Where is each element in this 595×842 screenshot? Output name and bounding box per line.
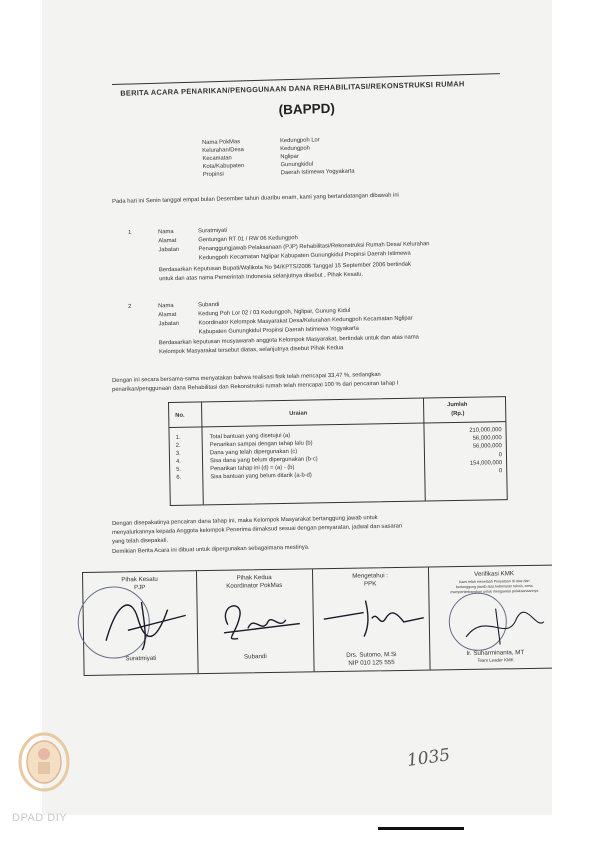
party-position: Kedungpoh Kecamatan Nglipar Kabupaten Gunungkidul Propinsi Daerah Istimewa <box>198 250 411 262</box>
table-divider <box>201 402 204 504</box>
party-position: Penanggungjawab Pelaksanaan (PJP) Rehabilitasi/Rekonstruksi Rumah Desa/ Kelurahan <box>198 241 430 253</box>
jabatan-label: Jabatan <box>158 246 180 254</box>
signature-scribble <box>213 593 306 650</box>
signature-scribble <box>456 600 549 649</box>
party-number: 1 <box>128 229 132 236</box>
closing-text: menyalurkannya kepada Anggota kelompok Penerima dimaksud sesuai dengan persyaratan, jadwal dan sasaran <box>112 523 403 536</box>
progress-statement: Dengan ini secara bersama-sama menyatakan bahwa realisasi fisik telah mencapai 33,47 %, sedangkan <box>112 371 381 384</box>
row-no: 4. <box>175 458 181 465</box>
archive-logo-icon <box>18 730 70 792</box>
col-header-jumlah: Jumlah <box>447 401 468 409</box>
row-uraian: Dana yang telah dipergunakan (c) <box>209 448 298 457</box>
row-uraian: Penarikan sampai dengan tahap lalu (b) <box>209 440 313 449</box>
document-page <box>42 0 552 815</box>
kmk-note: Kami telah menelaah Penyataan di atas dan <box>458 578 530 585</box>
kmk-note: mempertimbangkan untuk mengawasi pelaksanaannya <box>450 588 539 595</box>
table-divider <box>423 399 426 501</box>
row-no: 5. <box>176 466 182 473</box>
signatory-role: PPK <box>363 580 377 588</box>
name-label: Nama <box>157 302 174 310</box>
info-value: Daerah Istimewa Yogyakarta <box>280 168 355 177</box>
party-number: 2 <box>128 303 132 310</box>
party-one <box>128 219 539 298</box>
row-uraian: Total bantuan yang disetujui (a) <box>209 432 291 441</box>
row-uraian: Sisa dana yang belum dipergunakan (b-c) <box>209 456 318 465</box>
party-position: Kabupaten Gunungkidul Propinsi Daerah Istimewa Yogyakarta <box>198 325 359 336</box>
row-jumlah: 56,000,000 <box>472 443 502 450</box>
row-no: 6. <box>176 474 182 481</box>
signatory-role: Koordinator PokMas <box>226 581 283 590</box>
archive-watermark: DPAD DIY <box>12 812 68 824</box>
signatory-name: Drs. Sutomo, M.Si <box>346 651 397 659</box>
row-jumlah: 0 <box>498 452 503 459</box>
row-uraian: Sisa bantuan yang belum ditarik (a-b-d) <box>210 472 312 481</box>
info-value: Kedungpoh <box>280 145 310 153</box>
alamat-label: Alamat <box>158 311 177 319</box>
signatory-name: Subandi <box>243 653 267 661</box>
signatory-role: Pihak Kesatu <box>121 575 158 584</box>
party-address: Gentungan RT 01 / RW 06 Kedungpoh <box>198 235 298 244</box>
signature-scribble <box>319 588 428 646</box>
party-basis: untuk dan atas nama Pemerintah Indonesia selanjutnya disebut , Pihak Kesatu. <box>159 271 364 283</box>
party-position: Koordinator Kelompok Masyarakat Desa/Kelurahan Kedungpoh Kecamatan Nglipar <box>198 315 413 327</box>
row-jumlah: 56,000,000 <box>472 435 502 442</box>
row-jumlah: 210,000,000 <box>469 427 502 434</box>
party-address: Kedung Poh Lor 02 / 03 Kedungpoh, Nglipar, Gunung Kidul <box>198 307 351 318</box>
jabatan-label: Jabatan <box>158 320 180 328</box>
row-no: 3. <box>175 450 181 457</box>
row-uraian: Penarikan tahap ini (d) = (a) - (b) <box>210 464 295 473</box>
signatory-name: Ir. Suharminanta, MT <box>466 649 525 657</box>
info-label: Propinsi <box>202 171 224 178</box>
signatory-role: Pihak Kedua <box>236 574 272 582</box>
signature-table <box>82 564 552 676</box>
info-value: Nglipar <box>280 153 299 161</box>
signatory-nip: NIP 010 125 555 <box>348 659 395 667</box>
row-no: 2. <box>175 442 181 449</box>
alamat-label: Alamat <box>158 237 177 245</box>
info-label: Nama PokMas <box>202 139 241 146</box>
row-jumlah: 154,000,000 <box>469 460 503 467</box>
scan-edge-bar <box>378 827 464 830</box>
row-no: 1. <box>175 434 181 441</box>
col-header-uraian: Uraian <box>289 410 308 417</box>
progress-statement: penarikan/penggunaan dana Rehabilitasi dan Rekonstruksi rumah telah mencapai 100 % dari pencairan tahap I <box>112 380 399 393</box>
closing-text: Demikian Berita Acara ini dibuat untuk dipergunakan sebagaimana mestinya. <box>112 544 310 555</box>
closing-text: Dengan disepakatinya pencairan dana tahap ini, maka Kelompok Masyarakat bertanggung jawab untuk <box>112 514 378 527</box>
name-label: Nama <box>158 228 174 236</box>
info-label: Kota/Kabupaten <box>202 163 245 170</box>
signatory-title: Team Leader KMK <box>477 657 514 663</box>
col-header-unit: (Rp.) <box>451 410 465 418</box>
intro-text: Pada hari ini Senin tanggal empat bulan Desember tahun duaribu enam, kami yang bertandatangan dibawah ini <box>112 192 399 205</box>
document-header <box>112 73 501 135</box>
disbursement-table <box>168 396 508 506</box>
kmk-note: bertanggung jawab atas kebenaran teknis, serta <box>455 583 533 590</box>
row-jumlah: 0 <box>498 468 503 475</box>
info-value: Kedungpoh Lor <box>279 137 320 145</box>
signatory-name: Suratmiyati <box>125 654 157 663</box>
party-name: Suratmiyati <box>198 227 228 235</box>
info-label: Kecamatan <box>202 155 232 162</box>
handwritten-number: 1035 <box>405 745 452 771</box>
party-basis: Berdasarkan Keputusan Bupati/Walikota No 94/KPTS/2006 Tanggal 15 September 2006 bertindak <box>158 261 411 274</box>
info-label: Kelurahan/Desa <box>202 147 244 154</box>
signature-scribble <box>97 589 190 654</box>
info-value: Gunungkidul <box>280 161 314 169</box>
document-title: BERITA ACARA PENARIKAN/PENGGUNAAN DANA REHABILITASI/REKONSTRUKSI RUMAH <box>120 79 465 98</box>
party-basis: Berdasarkan keputusan musyawarah anggota Kelompok Masyarakat, bertindak untuk dan atas nama <box>158 334 419 347</box>
signatory-role: Mengetahui : <box>352 572 389 580</box>
party-two <box>128 295 539 374</box>
table-divider <box>169 421 505 428</box>
signatory-role: PJP <box>134 584 146 592</box>
signatory-role: Verifikasi KMK <box>474 570 515 578</box>
document-acronym: (BAPPD) <box>278 100 336 118</box>
closing-text: yang telah disepakati. <box>112 537 169 545</box>
col-header-no: No. <box>175 412 185 419</box>
party-name: Subandi <box>197 301 220 309</box>
party-basis: Kelompok Masyarakat tersebut diatas, selanjutnya disebut Pihak Kedua <box>159 345 344 356</box>
